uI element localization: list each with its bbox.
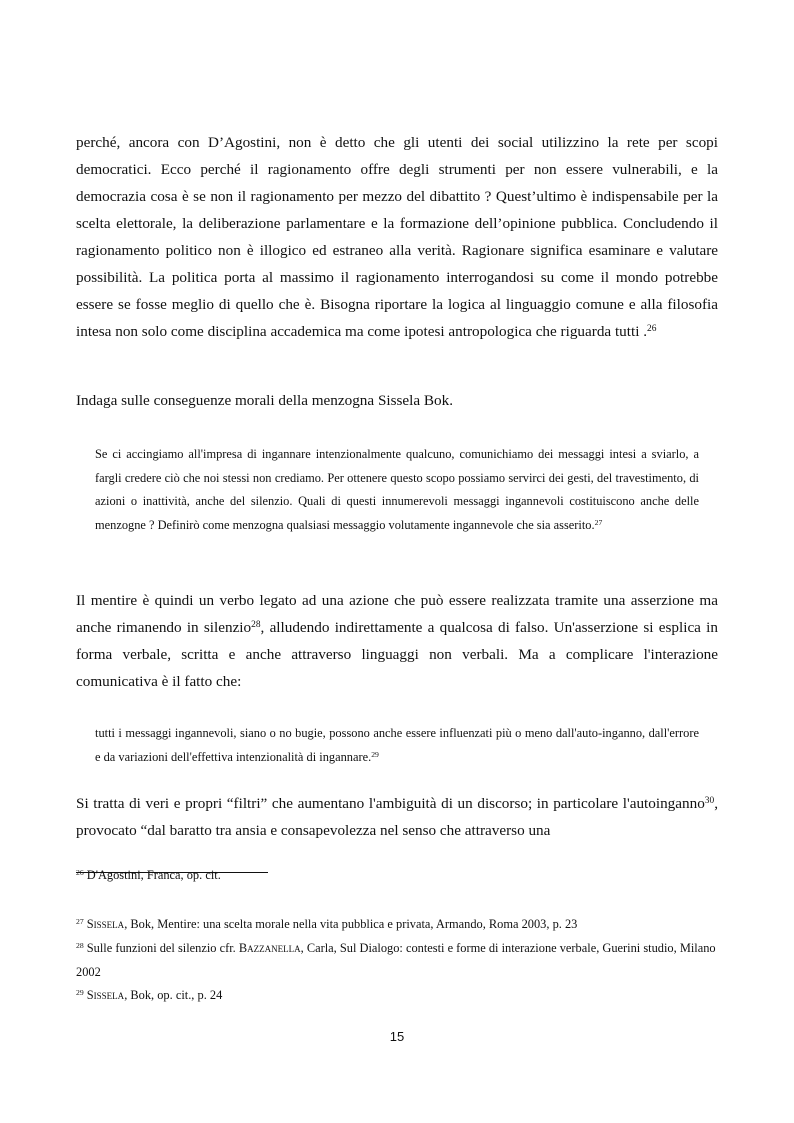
body-paragraph: Il mentire è quindi un verbo legato ad una azione che può essere realizzata tramite una asserzione ma anche rimanendo in silenzio$^{28}$, alludendo indirettamente a qualcosa di falso. Un'asserzione si esplica in forma verbale, scritta e anche attraverso linguaggi non verbali. Ma a complicare l'interazione comunicativa è il fatto che: xyxy=(76,592,718,690)
block-quote: tutti i messaggi ingannevoli, siano o no bugie, possono anche essere influenzati più o meno dall'auto-inganno, dall'errore e da variazioni dell'effettiva intenzionalità di ingannare.$^{29}$ xyxy=(95,726,699,764)
footnote-number: 26 xyxy=(76,867,84,877)
body-paragraph: perché, ancora con D’Agostini, non è detto che gli utenti dei social utilizzino la rete per scopi democratici. Ecco perché il ragionamento offre degli strumenti per non essere vulnerabili, e la democrazia cosa è se non il ragionamento per mezzo del dibattito ? Quest’ultimo è indispensabile per la scelta elettorale, la deliberazione parlamentare e la formazione dell’opinione pubblica. Concludendo il ragionamento politico non è illogico ed estraneo alla verità. Ragionare significa esaminare e valutare possibilità. La politica porta al massimo il ragionamento interrogandosi su come il mondo potrebbe essere se fosse meglio di quello che è. Bisogna riportare la logica al linguaggio comune e alla filosofia intesa non solo come disciplina accademica ma come ipotesi antropologica che riguarda tutti .$^{26}$ xyxy=(76,134,718,340)
footnote-29: $^{29}$ Sissela, Bok, op. cit., p. 24 xyxy=(76,987,223,1002)
footnote-number: 28 xyxy=(76,940,84,950)
footnote-author: Bazzanella xyxy=(238,941,301,955)
footnote-26: $^{26}$ D'Agostini, Franca, op. cit. xyxy=(76,867,221,882)
footnote-27: $^{27}$ Sissela, Bok, Mentire: una scelta morale nella vita pubblica e privata, Armando, Roma 2003, p. 23 xyxy=(76,916,578,931)
footnote-28: $^{28}$ Sulle funzioni del silenzio cfr. Bazzanella, Carla, Sul Dialogo: contesti e forme di interazione verbale, Guerini studio, Milano 2002 xyxy=(76,940,716,979)
block-quote: Se ci accingiamo all'impresa di ingannare intenzionalmente qualcuno, comunichiamo dei messaggi intesi a sviarlo, a fargli credere ciò che noi stessi non crediamo. Per ottenere questo scopo possiamo servirci dei gesti, del travestimento, di azioni o inattività, anche del silenzio. Quali di questi innumerevoli messaggi ingannevoli costituiscono anche delle menzogne ? Definirò come menzogna qualsiasi messaggio volutamente ingannevole che sia asserito.$^{27}$ xyxy=(95,447,699,532)
footnote-reference[interactable]: 26 xyxy=(647,323,657,334)
footnote-author: Sissela xyxy=(86,988,125,1002)
footnote-number: 29 xyxy=(76,987,84,997)
footnote-number: 27 xyxy=(76,916,84,926)
body-paragraph: Indaga sulle conseguenze morali della menzogna Sissela Bok. xyxy=(76,392,454,409)
footnote-reference[interactable]: 30 xyxy=(704,795,715,806)
footnote-reference[interactable]: 28 xyxy=(251,619,261,630)
footnote-author: Sissela xyxy=(86,917,125,931)
footnote-reference[interactable]: 27 xyxy=(594,517,603,527)
body-paragraph: Si tratta di veri e propri “filtri” che aumentano l'ambiguità di un discorso; in particolare l'autoinganno$^{30}$, provocato “dal baratto tra ansia e consapevolezza nel senso che attraverso una xyxy=(76,795,718,839)
footnote-reference[interactable]: 29 xyxy=(371,749,379,759)
page-number: 15 xyxy=(389,1029,405,1044)
